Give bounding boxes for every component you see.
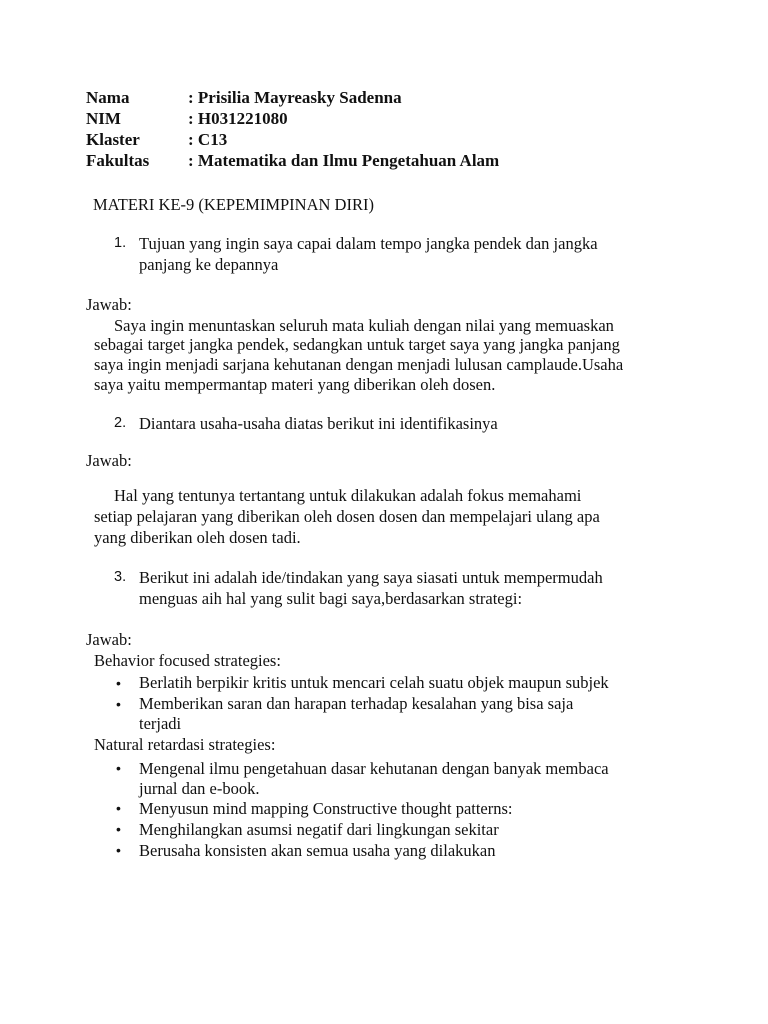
- answer-line: setiap pelajaran yang diberikan oleh dosen dosen dan mempelajari ulang apa: [94, 507, 600, 526]
- list-item: Menyusun mind mapping Constructive thought patterns:: [139, 799, 513, 818]
- question-line: Tujuan yang ingin saya capai dalam tempo jangka pendek dan jangka: [139, 234, 598, 253]
- list-item: Berlatih berpikir kritis untuk mencari celah suatu objek maupun subjek: [139, 673, 609, 692]
- bullet-icon: •: [116, 675, 121, 691]
- section-heading: Behavior focused strategies:: [94, 651, 281, 670]
- bullet-icon: •: [116, 821, 121, 837]
- label-klaster: Klaster: [86, 130, 140, 149]
- value-nama: : Prisilia Mayreasky Sadenna: [188, 88, 402, 107]
- answer-line: saya yaitu mempermantap materi yang diberikan oleh dosen.: [94, 375, 496, 394]
- value-fakultas: : Matematika dan Ilmu Pengetahuan Alam: [188, 151, 500, 170]
- jawab-label: Jawab:: [86, 451, 132, 470]
- label-nim: NIM: [86, 109, 121, 128]
- answer-line: sebagai target jangka pendek, sedangkan untuk target saya yang jangka panjang: [94, 335, 620, 354]
- answer-line: yang diberikan oleh dosen tadi.: [94, 528, 301, 547]
- question-number: 1.: [114, 235, 127, 251]
- list-item-continuation: jurnal dan e-book.: [139, 779, 260, 798]
- answer-line: Saya ingin menuntaskan seluruh mata kuliah dengan nilai yang memuaskan: [114, 316, 614, 335]
- answer-line: saya ingin menjadi sarjana kehutanan dengan menjadi lulusan camplaude.Usaha: [94, 355, 624, 374]
- question-line: panjang ke depannya: [139, 255, 279, 274]
- value-klaster: : C13: [188, 130, 228, 149]
- question-line: Diantara usaha-usaha diatas berikut ini identifikasinya: [139, 414, 498, 433]
- label-fakultas: Fakultas: [86, 151, 150, 170]
- bullet-icon: •: [116, 760, 121, 776]
- label-nama: Nama: [86, 88, 130, 107]
- bullet-icon: •: [116, 842, 121, 858]
- question-line: menguas aih hal yang sulit bagi saya,berdasarkan strategi:: [139, 589, 523, 608]
- value-nim: : H031221080: [188, 109, 288, 128]
- document-title: MATERI KE-9 (KEPEMIMPINAN DIRI): [93, 195, 374, 214]
- answer-line: Hal yang tentunya tertantang untuk dilakukan adalah fokus memahami: [114, 486, 582, 505]
- question-number: 3.: [114, 569, 127, 585]
- list-item: Memberikan saran dan harapan terhadap kesalahan yang bisa saja: [139, 694, 574, 713]
- section-heading: Natural retardasi strategies:: [94, 735, 276, 754]
- jawab-label: Jawab:: [86, 630, 132, 649]
- question-line: Berikut ini adalah ide/tindakan yang saya siasati untuk mempermudah: [139, 568, 603, 587]
- bullet-icon: •: [116, 696, 121, 712]
- list-item: Berusaha konsisten akan semua usaha yang dilakukan: [139, 841, 496, 860]
- list-item: Menghilangkan asumsi negatif dari lingkungan sekitar: [139, 820, 499, 839]
- question-number: 2.: [114, 415, 127, 431]
- list-item: Mengenal ilmu pengetahuan dasar kehutanan dengan banyak membaca: [139, 759, 609, 778]
- bullet-icon: •: [116, 800, 121, 816]
- jawab-label: Jawab:: [86, 295, 132, 314]
- list-item-continuation: terjadi: [139, 714, 182, 733]
